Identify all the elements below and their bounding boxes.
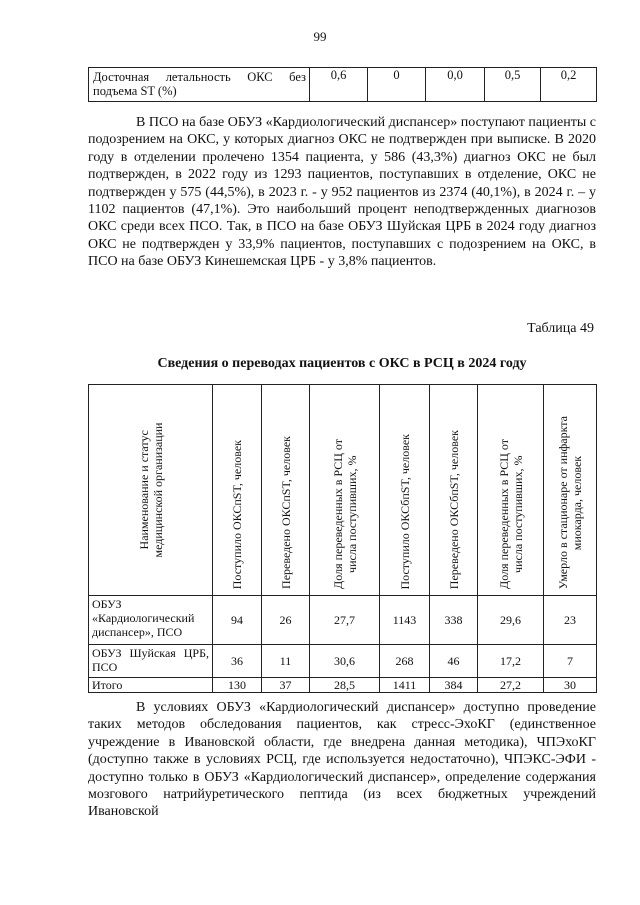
column-header [380, 385, 430, 596]
table-cell: 28,5 [310, 678, 380, 693]
table-row [89, 645, 597, 678]
table-cell: 384 [430, 678, 478, 693]
table-cell: 29,6 [478, 596, 544, 645]
paragraph-pso-diagnoses [88, 114, 596, 271]
table-cell: 23 [544, 596, 597, 645]
column-header [310, 385, 380, 596]
header-line: числа поступивших, % [510, 455, 525, 573]
table-caption: Сведения о переводах пациентов с ОКС в РСЦ в 2024 году [157, 356, 527, 371]
column-header [262, 385, 310, 596]
table-cell: 26 [262, 596, 310, 645]
table-cell: 17,2 [478, 645, 544, 678]
table-cell: 1411 [380, 678, 430, 693]
table-cell: 0,6 [310, 68, 368, 102]
table-cell: 30,6 [310, 645, 380, 678]
column-header [478, 385, 544, 596]
table-number: Таблица 49 [527, 321, 594, 336]
header-line: миокарда, человек [570, 455, 584, 550]
table-cell: 30 [544, 678, 597, 693]
header-line: Наименование и статус [136, 430, 151, 550]
header-line: числа поступивших, % [344, 455, 359, 573]
table-cell: 27,2 [478, 678, 544, 693]
header-line: Переведено ОКСбпST, человек [446, 429, 461, 589]
table-row-total [89, 678, 597, 693]
table-cell: 1143 [380, 596, 430, 645]
table-cell: 338 [430, 596, 478, 645]
paragraph-text: В условиях ОБУЗ «Кардиологический диспансер» доступно проведение таких методов обследования пациентов, как стресс-ЭхоКГ (единственное учреждение в Ивановской области, где внедрена данная методика), ЧПЭхоКГ (доступно также в условиях РСЦ, где используется недостаточно), ЧПЭКС-ЭФИ - доступно только в ОБУЗ «Кардиологический диспансер», определение содержания мозгового натрийуретического пептида (из всех бюджетных учреждений Ивановской [88, 700, 596, 820]
column-header [544, 385, 597, 596]
header-line: Поступило ОКСбпST, человек [397, 433, 412, 589]
table-cell: 37 [262, 678, 310, 693]
org-name: Итого [89, 678, 213, 693]
paragraph-text: В ПСО на базе ОБУЗ «Кардиологический диспансер» поступают пациенты с подозрением на ОКС, у которых диагноз ОКС не подтвержден при выписке. В 2020 году в отделении пролечено 1354 пациента, у 586 (43,3%) диагноз ОКС не был подтвержден, в 2022 году из 1293 пациентов, поступавших в отделение, ОКС не подтвержден у 575 (44,5%), в 2023 г. - у 952 пациентов из 2374 (40,1%), в 2024 г. – у 1102 пациентов (47,1%). Это наибольший процент неподтвержденных диагнозов ОКС среди всех ПСО. Так, в ПСО на базе ОБУЗ Шуйская ЦРБ в 2024 году диагноз ОКС не подтвержден у 33,9% пациентов, поступавших с подозрением на ОКС, в ПСО на базе ОБУЗ Кинешемская ЦРБ - у 3,8% пациентов. [88, 115, 596, 270]
table-cell: 0 [368, 68, 426, 102]
table-cell: 0,0 [426, 68, 485, 102]
org-name: ОБУЗ Шуйская ЦРБ, ПСО [89, 645, 213, 678]
lethality-table [88, 67, 597, 102]
header-line: Доля переведенных в РСЦ от [496, 439, 511, 589]
table-cell: 94 [213, 596, 262, 645]
table-row [89, 596, 597, 645]
table-cell: 0,5 [485, 68, 541, 102]
page-number: 99 [313, 29, 327, 44]
table-cell: 130 [213, 678, 262, 693]
header-line: Поступило ОКСпST, человек [230, 439, 244, 589]
header-line: медицинской организации [150, 422, 165, 558]
column-header [213, 385, 262, 596]
paragraph-methods [88, 699, 596, 821]
column-header [430, 385, 478, 596]
table-cell: 27,7 [310, 596, 380, 645]
table-header-row [89, 385, 597, 596]
header-line: Доля переведенных в РСЦ от [330, 439, 345, 589]
row-label: Досточная летальность ОКС без подъема ST (%) [89, 68, 310, 102]
table-cell: 11 [262, 645, 310, 678]
table-cell: 46 [430, 645, 478, 678]
header-line: Умерло в стационаре от инфаркта [556, 415, 570, 589]
table-cell: 36 [213, 645, 262, 678]
table-cell: 268 [380, 645, 430, 678]
column-header [89, 385, 213, 596]
table-cell: 0,2 [541, 68, 597, 102]
table-row [89, 68, 597, 102]
transfers-table [88, 384, 597, 693]
header-line: Переведено ОКСпST, человек [278, 436, 293, 589]
table-cell: 7 [544, 645, 597, 678]
org-name: ОБУЗ «Кардиологический диспансер», ПСО [89, 596, 213, 645]
